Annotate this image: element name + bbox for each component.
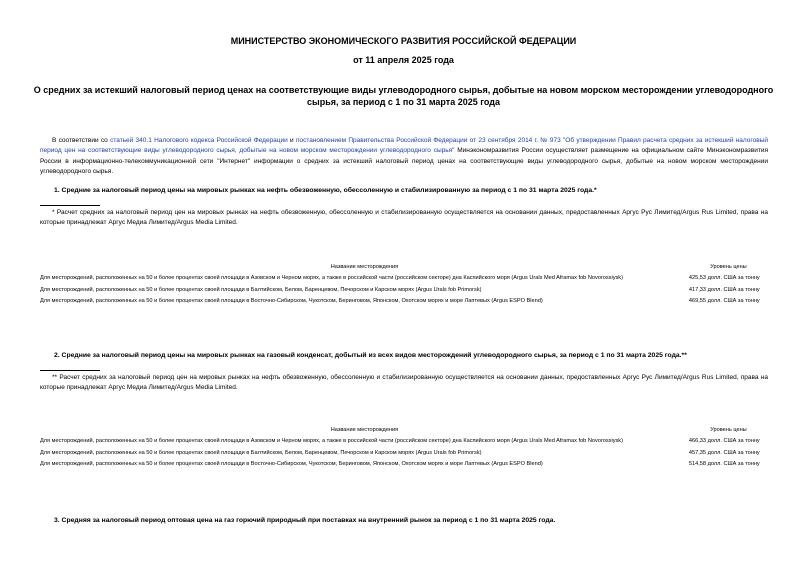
field-name-cell: Для месторождений, расположенных на 50 и более процентах своей площади в Азовском и Черном морях, а также в российской части (российском секторе) дна Каспийского моря (Argus Urals Med Aframax fob Novorossiysk) — [40, 438, 623, 444]
field-name-cell: Для месторождений, расположенных на 50 и более процентах своей площади в Азовском и Черном морях, а также в российской части (российском секторе) дна Каспийского моря (Argus Urals Med Aframax fob Novorossiysk) — [40, 275, 623, 281]
column-header-field-name: Название месторождения — [330, 427, 399, 433]
section-1-price-table — [40, 264, 768, 309]
footnote-divider-1 — [40, 205, 100, 206]
field-name-cell: Для месторождений, расположенных на 50 и более процентах своей площади в Балтийском, Белом, Баренцевом, Печорском и Карском морях (Argus Urals fob Primorsk) — [40, 286, 482, 293]
table-row — [40, 437, 768, 449]
column-header-field-name: Название месторождения — [330, 264, 399, 270]
section-1-heading: 1. Средние за налоговый период цены на мировых рынках на нефть обезвоженную, обессоленную и стабилизированную за период с 1 по 31 марта 2025 года.* — [54, 187, 597, 194]
ministry-name: МИНИСТЕРСТВО ЭКОНОМИЧЕСКОГО РАЗВИТИЯ РОССИЙСКОЙ ФЕДЕРАЦИИ — [230, 36, 577, 46]
table-row — [40, 297, 768, 309]
intro-paragraph — [40, 136, 768, 178]
section-2-price-table — [40, 427, 768, 472]
table-header-row — [40, 427, 768, 437]
section-2-footnote: ** Расчет средних за налоговый период цен на мировых рынках на нефть обезвоженную, обессоленную и стабилизированную осуществляется на основании данных, предоставленных Аргус Рус Лимитед/Argus Rus Limited, права на которые принадлежат Аргус Медиа Лимитед/Argus Media Limited. — [40, 374, 768, 392]
price-cell: 417,33 долл. США за тонну — [688, 286, 760, 293]
price-cell: 457,35 долл. США за тонну — [688, 449, 760, 456]
table-row — [40, 274, 768, 286]
table-row — [40, 449, 768, 461]
column-header-price-level: Уровень цены — [710, 264, 747, 270]
intro-text-2: и — [287, 137, 296, 144]
section-3-heading: 3. Средняя за налоговый период оптовая цена на газ горючий природный при поставках на внутренний рынок за период с 1 по 31 марта 2025 года. — [54, 517, 556, 524]
price-cell: 469,55 долл. США за тонну — [688, 298, 760, 305]
tax-code-link[interactable]: статьей 340.1 Налогового кодекса Российской Федерации — [110, 137, 288, 144]
price-cell: 466,33 долл. США за тонну — [688, 438, 760, 444]
footnote-divider-2 — [40, 370, 100, 371]
document-date: от 11 апреля 2025 года — [353, 55, 454, 65]
section-2-heading: 2. Средние за налоговый период цены на мировых рынках на газовый конденсат, добытый из всех видов месторождений углеводородного сырья, за период с 1 по 31 марта 2025 года.** — [54, 352, 687, 359]
intro-text-3: Минэкономразвития России осуществляет размещение на официальном сайте Минэкономразвития России в информационно-телекоммуникационной сети "Интернет" информации о средних за истекший налоговый период ценах на соответствующие виды углеводородного сырья, добытые на новом морском месторождении углеводородного сырья. — [40, 147, 768, 176]
price-cell: 425,53 долл. США за тонну — [688, 275, 760, 281]
government-decree-link[interactable]: постановлением Правительства Российской Федерации от 23 сентября 2014 г. № 973 "Об утверждении Правил расчета средних за истекший налоговый период цен на соответствующие виды углеводородного сырья, добытые на новом морском месторождении углеводородного сырья" — [40, 137, 768, 155]
table-header-row — [40, 264, 768, 274]
table-row — [40, 286, 768, 298]
section-1-footnote: * Расчет средних за налоговый период цен на мировых рынках на нефть обезвоженную, обессоленную и стабилизированную осуществляется на основании данных, предоставленных Аргус Рус Лимитед/Argus Rus Limited, права на которые принадлежат Аргус Медиа Лимитед/Argus Media Limited. — [40, 209, 768, 227]
field-name-cell: Для месторождений, расположенных на 50 и более процентах своей площади в Восточно-Сибирском, Чукотском, Беринговом, Японском, Охотском морях и море Лаптевых (Argus ESPO Blend) — [40, 298, 543, 305]
field-name-cell: Для месторождений, расположенных на 50 и более процентах своей площади в Балтийском, Белом, Баренцевом, Печорском и Карском морях (Argus Urals fob Primorsk) — [40, 449, 482, 456]
document-title: О средних за истекший налоговый период ценах на соответствующие виды углеводородного сырья, добытые на новом морском месторождении углеводородного сырья, за период с 1 по 31 марта 2025 года — [33, 85, 774, 107]
table-row — [40, 460, 768, 472]
field-name-cell: Для месторождений, расположенных на 50 и более процентах своей площади в Восточно-Сибирском, Чукотском, Беринговом, Японском, Охотском морях и море Лаптевых (Argus ESPO Blend) — [40, 461, 543, 468]
intro-text-1: В соответствии со — [52, 137, 111, 144]
column-header-price-level: Уровень цены — [710, 427, 747, 433]
price-cell: 514,58 долл. США за тонну — [688, 461, 760, 468]
